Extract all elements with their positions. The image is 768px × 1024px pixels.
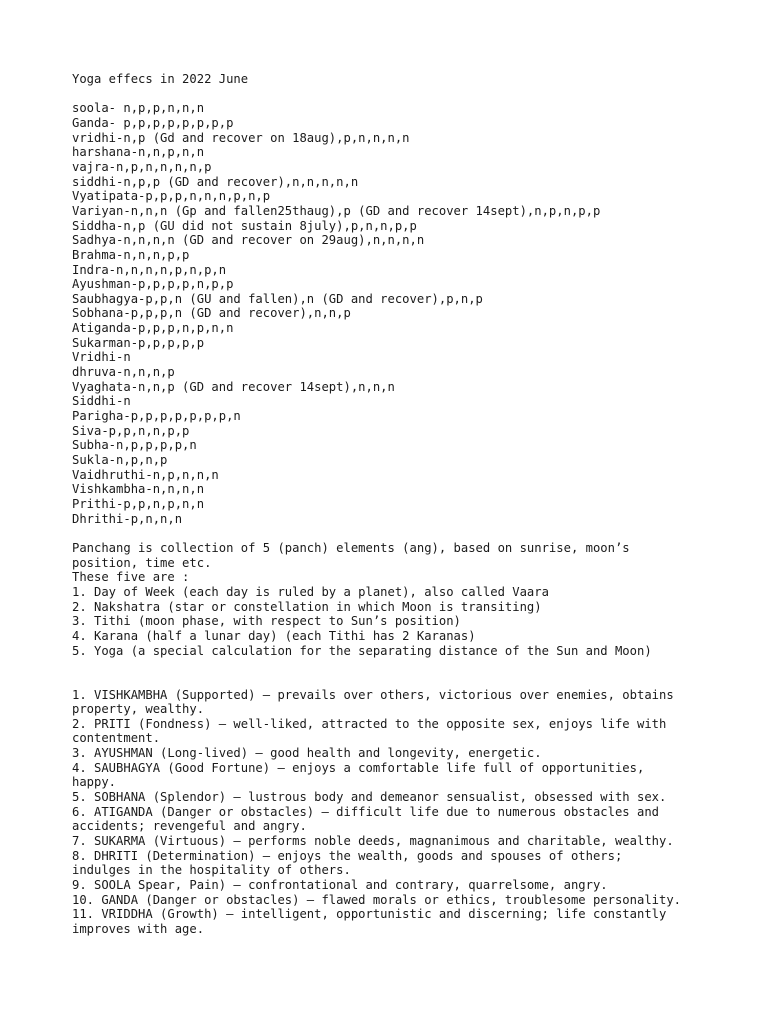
list-item: Vridhi-n: [72, 350, 131, 365]
list-item: [72, 761, 728, 790]
list-item: Saubhagya-p,p,n (GU and fallen),n (GD and recover),p,n,p: [72, 291, 483, 306]
list-item: Subha-n,p,p,p,p,n: [72, 438, 197, 453]
meaning-line: 2. PRITI (Fondness) — well-liked, attracted to the opposite sex, enjoys life with: [72, 716, 667, 731]
list-item: Vaidhruthi-n,p,n,n,n: [72, 467, 219, 482]
spacer: [72, 87, 728, 102]
list-item: Ganda- p,p,p,p,p,p,p,p: [72, 115, 234, 130]
meaning-line: happy.: [72, 775, 117, 790]
list-item: [72, 834, 728, 849]
list-item: [72, 717, 728, 746]
list-item: [72, 790, 728, 805]
list-item: [72, 907, 728, 936]
list-item: Dhrithi-p,n,n,n: [72, 511, 183, 526]
yoga-effects-list: [72, 101, 728, 526]
list-item: [72, 893, 728, 908]
document-title: Yoga effecs in 2022 June: [72, 72, 249, 86]
meaning-line: indulges in the hospitality of others.: [72, 863, 351, 878]
list-item: [72, 746, 728, 761]
meaning-line: 6. ATIGANDA (Danger or obstacles) — difficult life due to numerous obstacles and: [72, 804, 659, 819]
list-item: Variyan-n,n,n (Gp and fallen25thaug),p (GD and recover 14sept),n,p,n,p,p: [72, 203, 601, 218]
spacer: [72, 526, 728, 541]
panchang-section: [72, 541, 728, 658]
list-item: Sukla-n,p,n,p: [72, 453, 168, 468]
list-item: 1. Day of Week (each day is ruled by a planet), also called Vaara: [72, 584, 549, 599]
list-item: Sobhana-p,p,p,n (GD and recover),n,n,p: [72, 306, 351, 321]
list-item: Vyatipata-p,p,p,n,n,n,p,n,p: [72, 189, 271, 204]
meaning-line: 11. VRIDDHA (Growth) — intelligent, opportunistic and discerning; life constantly: [72, 907, 667, 922]
meaning-line: accidents; revengeful and angry.: [72, 819, 307, 834]
list-item: Siva-p,p,n,n,p,p: [72, 423, 190, 438]
list-item: [72, 688, 728, 717]
panchang-elements-list: [72, 585, 728, 658]
list-item: harshana-n,n,p,n,n: [72, 145, 205, 160]
list-item: Sukarman-p,p,p,p,p: [72, 335, 205, 350]
meaning-line: 9. SOOLA Spear, Pain) — confrontational and contrary, quarrelsome, angry.: [72, 878, 608, 893]
list-item: dhruva-n,n,n,p: [72, 365, 175, 380]
list-item: soola- n,p,p,n,n,n: [72, 101, 205, 116]
list-item: Sadhya-n,n,n,n (GD and recover on 29aug),n,n,n,n: [72, 233, 425, 248]
list-item: 5. Yoga (a special calculation for the separating distance of the Sun and Moon): [72, 643, 652, 658]
list-item: Vyaghata-n,n,p (GD and recover 14sept),n,n,n: [72, 379, 395, 394]
list-item: Siddha-n,p (GU did not sustain 8july),p,n,n,p,p: [72, 218, 417, 233]
meaning-line: contentment.: [72, 731, 161, 746]
meaning-line: 3. AYUSHMAN (Long-lived) — good health and longevity, energetic.: [72, 746, 542, 761]
meaning-line: improves with age.: [72, 922, 205, 937]
yoga-meanings-list: [72, 688, 728, 937]
list-item: Prithi-p,p,n,p,n,n: [72, 497, 205, 512]
spacer: [72, 658, 728, 687]
list-item: siddhi-n,p,p (GD and recover),n,n,n,n,n: [72, 174, 359, 189]
meaning-line: 7. SUKARMA (Virtuous) — performs noble deeds, magnanimous and charitable, wealthy.: [72, 834, 674, 849]
meaning-line: 8. DHRITI (Determination) — enjoys the wealth, goods and spouses of others;: [72, 848, 623, 863]
list-item: [72, 849, 728, 878]
panchang-intro-line: Panchang is collection of 5 (panch) elements (ang), based on sunrise, moon’s: [72, 540, 630, 555]
list-item: 3. Tithi (moon phase, with respect to Sun’s position): [72, 614, 461, 629]
list-item: 2. Nakshatra (star or constellation in which Moon is transiting): [72, 599, 542, 614]
meaning-line: 10. GANDA (Danger or obstacles) — flawed morals or ethics, troublesome personality.: [72, 892, 682, 907]
meaning-line: property, wealthy.: [72, 702, 205, 717]
panchang-five-label: These five are :: [72, 570, 190, 585]
list-item: Atiganda-p,p,p,n,p,n,n: [72, 321, 234, 336]
panchang-intro-line: position, time etc.: [72, 555, 212, 570]
list-item: Ayushman-p,p,p,p,n,p,p: [72, 277, 234, 292]
list-item: vajra-n,p,n,n,n,n,p: [72, 159, 212, 174]
list-item: vridhi-n,p (Gd and recover on 18aug),p,n,n,n,n: [72, 130, 410, 145]
meaning-line: 1. VISHKAMBHA (Supported) — prevails over others, victorious over enemies, obtains: [72, 687, 674, 702]
list-item: Brahma-n,n,n,p,p: [72, 247, 190, 262]
list-item: Siddhi-n: [72, 394, 131, 409]
list-item: [72, 805, 728, 834]
list-item: Indra-n,n,n,n,p,n,p,n: [72, 262, 227, 277]
list-item: 4. Karana (half a lunar day) (each Tithi has 2 Karanas): [72, 628, 476, 643]
meaning-line: 5. SOBHANA (Splendor) — lustrous body and demeanor sensualist, obsessed with sex.: [72, 790, 667, 805]
list-item: [72, 878, 728, 893]
list-item: Parigha-p,p,p,p,p,p,p,n: [72, 409, 241, 424]
meaning-line: 4. SAUBHAGYA (Good Fortune) — enjoys a comfortable life full of opportunities,: [72, 760, 645, 775]
list-item: Vishkambha-n,n,n,n: [72, 482, 205, 497]
